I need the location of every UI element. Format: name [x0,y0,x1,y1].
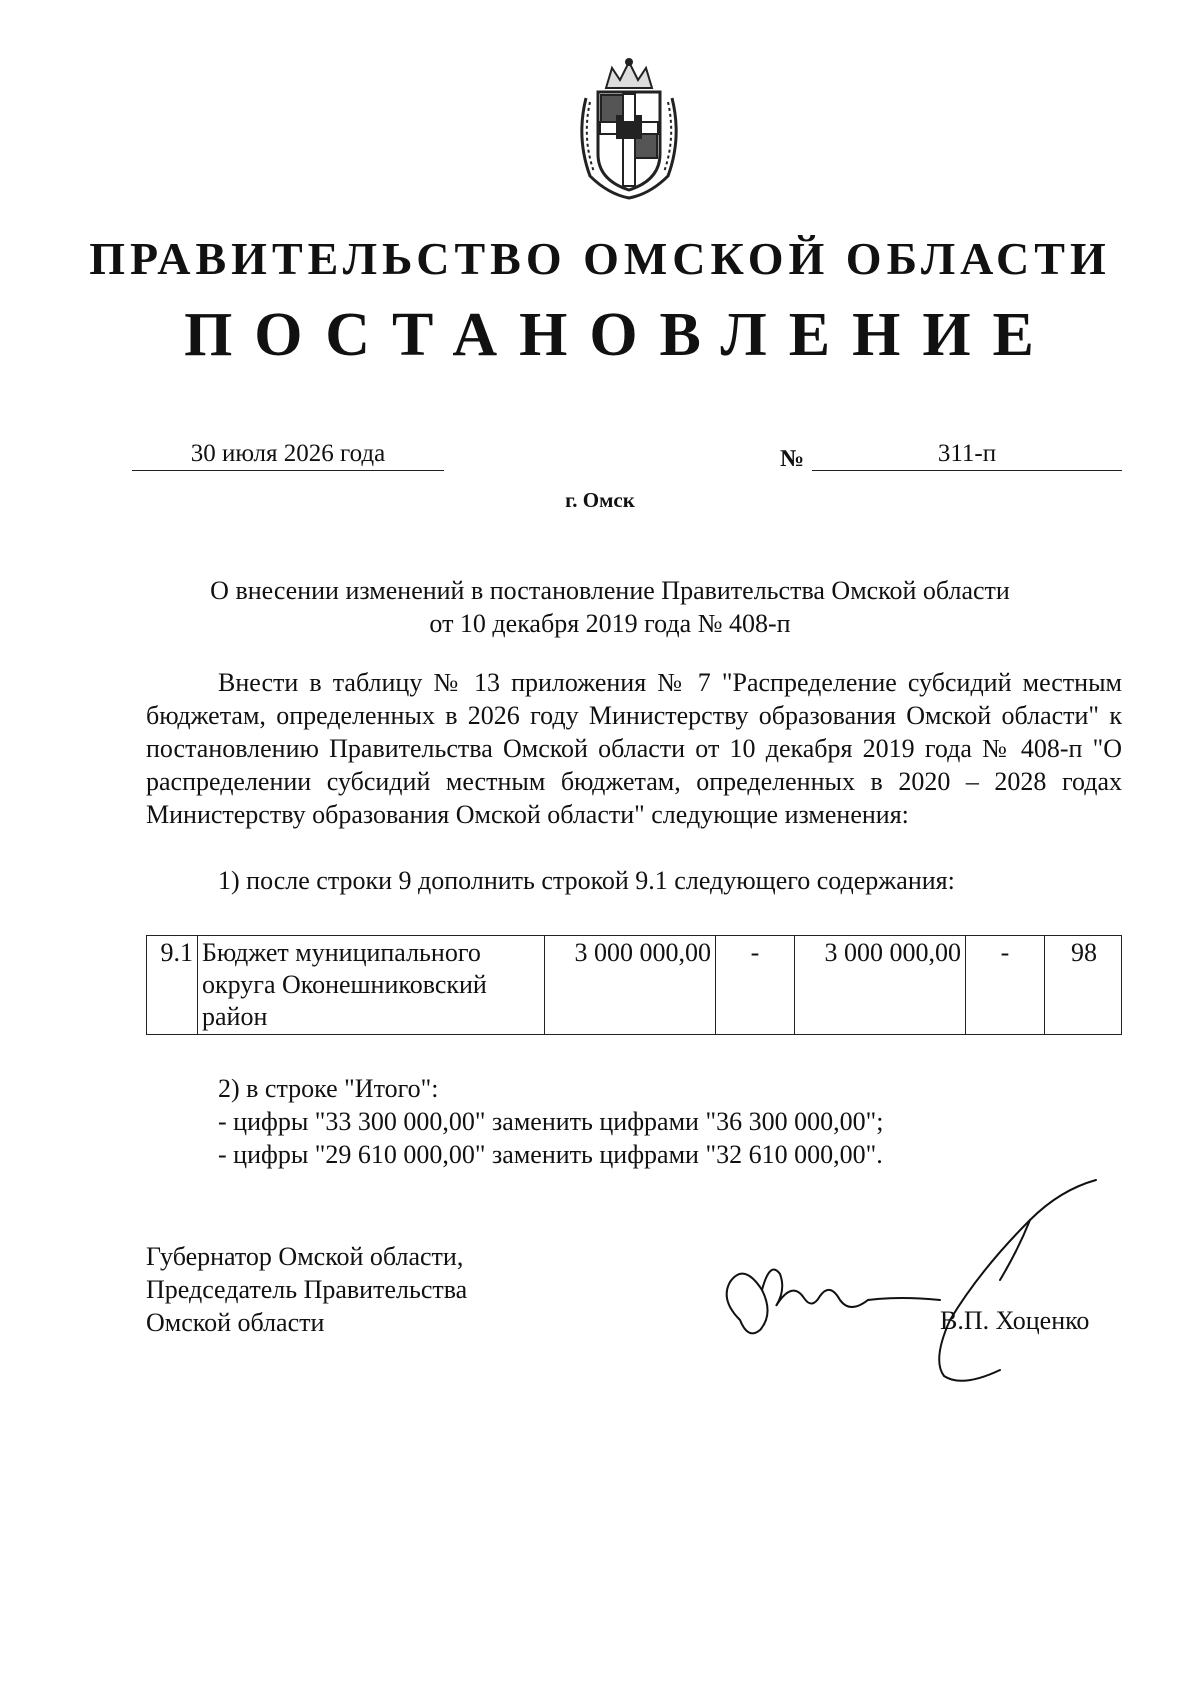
item-1: 1) после строки 9 дополнить строкой 9.1 следующего содержания: [218,866,955,895]
cell-budget-name: Бюджет муниципального округа Оконешниковский район [198,936,545,1035]
government-title: ПРАВИТЕЛЬСТВО ОМСКОЙ ОБЛАСТИ [89,233,1111,284]
item-2-line-1: - цифры "33 300 000,00" заменить цифрами "36 300 000,00"; [218,1107,884,1136]
cell-amount-1: 3 000 000,00 [545,936,716,1035]
cell-value: 98 [1045,936,1122,1035]
coat-of-arms-icon [568,58,690,200]
signer-name: В.П. Хоценко [940,1306,1090,1335]
document-subject [150,574,1070,640]
cell-amount-2: 3 000 000,00 [795,936,966,1035]
number-sign: № [780,446,805,472]
table-row [147,936,1122,1035]
amendment-table [146,935,1122,1035]
signer-position-line-3: Омской области [146,1308,325,1337]
body-paragraph: Внести в таблицу № 13 приложения № 7 "Распределение субсидий местным бюджетам, определенных в 2026 году Министерству образования Омской области" к постановлению Правительства Омской области от 10 декабря 2019 года № 408-п "О распределении субсидий местным бюджетам, определенных в 2020 – 2028 годах Министерству образования Омской области" следующие изменения: [146,668,1122,829]
subject-line-2: от 10 декабря 2019 года № 408-п [429,609,791,638]
cell-row-number: 9.1 [147,936,198,1035]
handwritten-signature [700,1150,1120,1390]
signer-position [146,1240,467,1339]
signer-position-line-1: Губернатор Омской области, [146,1242,464,1271]
document-number: 311-п [812,438,1122,471]
subject-line-1: О внесении изменений в постановление Правительства Омской области [210,576,1010,605]
city: г. Омск [565,488,635,512]
item-2-line-2: - цифры "29 610 000,00" заменить цифрами "32 610 000,00". [218,1140,883,1169]
signer-position-line-2: Председатель Правительства [146,1275,468,1304]
document-date: 30 июля 2026 года [132,438,444,471]
cell-dash-1: - [716,936,795,1035]
document-type: ПОСТАНОВЛЕНИЕ [184,301,1056,369]
item-2-title: 2) в строке "Итого": [218,1074,439,1103]
cell-dash-2: - [966,936,1045,1035]
